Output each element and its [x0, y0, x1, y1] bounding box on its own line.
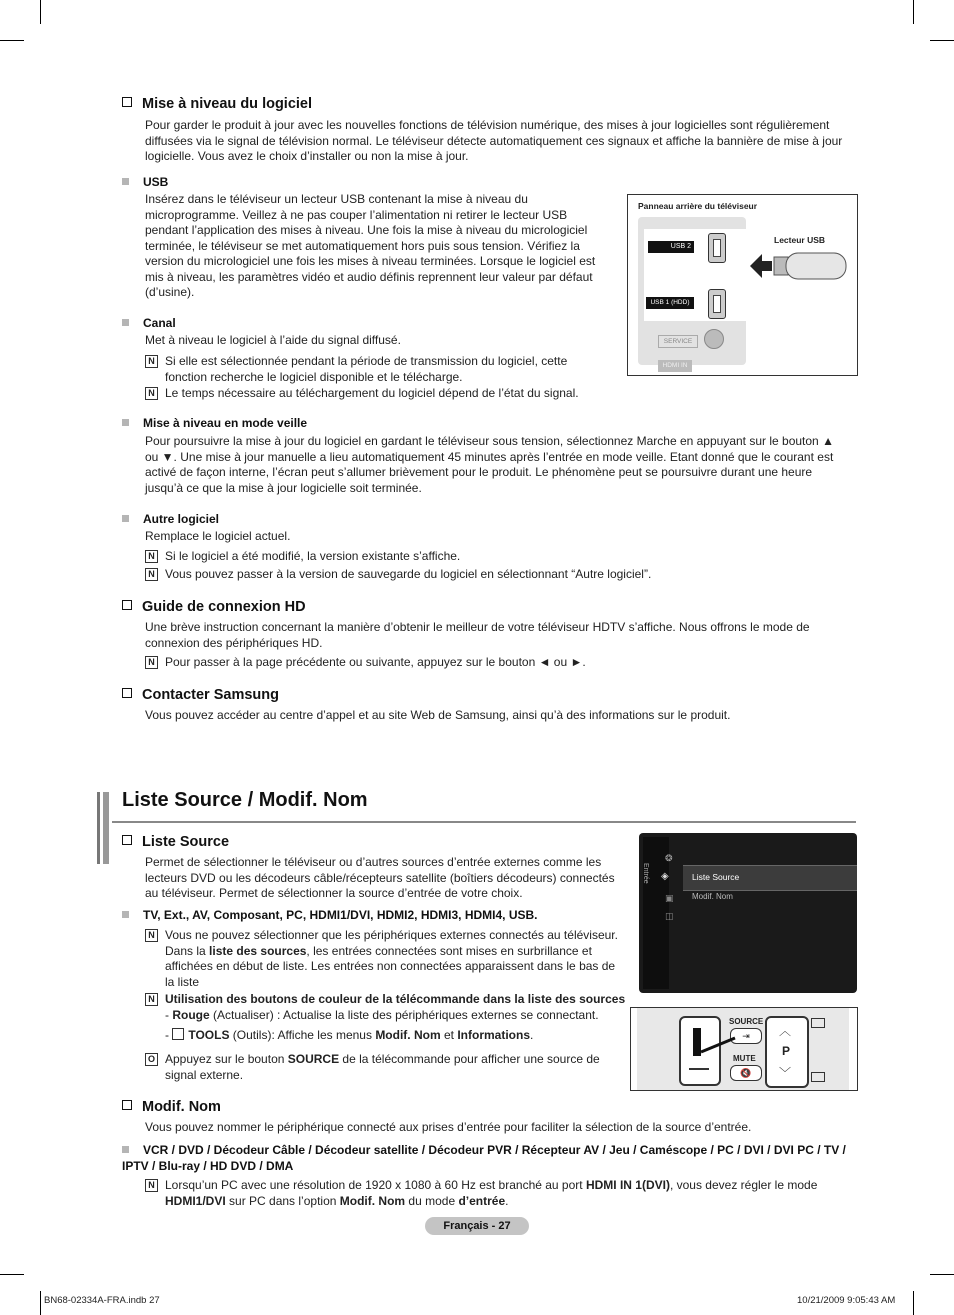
usb-title: USB — [122, 175, 168, 189]
note-icon: N — [145, 568, 158, 581]
modif-nom-body: Vous pouvez nommer le périphérique connecté aux prises d’entrée pour faciliter la sélection de la source d’entrée. — [145, 1120, 752, 1134]
osd-item-selected: Liste Source — [683, 865, 857, 891]
remote-source-label: SOURCE — [729, 1017, 764, 1026]
usb-drive-label: Lecteur USB — [774, 235, 826, 245]
service-port-icon — [704, 329, 724, 349]
usb1-port-icon — [708, 289, 726, 319]
title-bar-decoration — [103, 792, 109, 864]
note-icon: N — [145, 387, 158, 400]
note-icon: N — [145, 1179, 158, 1192]
contacter-body: Vous pouvez accéder au centre d’appel et au site Web de Samsung, ainsi qu’à des informations sur le produit. — [145, 708, 731, 722]
port-usb2-label: USB 2 — [648, 241, 694, 253]
liste-source-body: Permet de sélectionner le téléviseur ou d’autres sources d’entrée externes comme les lecteurs DVD ou les décodeurs câble/récepteurs satellite (boîtiers décodeurs) connectés au téléviseur. Permet de sélectionner la source d’entrée de votre choix. — [145, 855, 615, 900]
canal-note-2: N Le temps nécessaire au téléchargement du logiciel dépend de l’état du signal. — [145, 386, 625, 402]
main-title: Liste Source / Modif. Nom — [122, 789, 368, 811]
canal-note-1: N Si elle est sélectionnée pendant la période de transmission du logiciel, cette fonction recherche le logiciel disponible et le télécharge. — [145, 354, 605, 385]
title-bar-decoration — [97, 792, 100, 864]
autre-note-2: N Vous pouvez passer à la version de sauvegarde du logiciel en sélectionnant “Autre logiciel”. — [145, 567, 785, 583]
canal-title: Canal — [122, 316, 176, 330]
canal-body: Met à niveau le logiciel à l’aide du signal diffusé. — [145, 333, 401, 347]
note-icon: N — [145, 929, 158, 942]
source-button-icon: ⇥ — [730, 1028, 762, 1044]
note-icon: N — [145, 993, 158, 1006]
tv-back-panel-illustration — [627, 194, 858, 376]
usb-body: Insérez dans le téléviseur un lecteur USB contenant la mise à niveau du microprogramme. Veillez à ne pas couper l’alimentation ni retirer le lecteur USB pendant l’application des mises à niveau. Une fois la mise à niveau du micrologiciel terminée, le téléviseur se met automatiquement hors puis sous tension. Vérifiez la version du micrologiciel une fois les mises à niveau terminées. Lorsque le logiciel est mis à niveau, les paramètres vidéo et audio définis reprennent leur valeur par défaut (d’usine). — [145, 192, 596, 299]
liste-source-note-2: N Utilisation des boutons de couleur de la télécommande dans la liste des sources — [145, 992, 635, 1008]
autre-title: Autre logiciel — [122, 512, 219, 526]
osd-side-label: Entrée — [642, 863, 649, 884]
osd-menu-screenshot — [639, 833, 857, 993]
note-icon: N — [145, 355, 158, 368]
autre-note-1: N Si le logiciel a été modifié, la version existante s’affiche. — [145, 549, 765, 565]
osd-picture-icon: ❂ — [665, 853, 673, 863]
mute-button-icon: 🔇 — [730, 1065, 762, 1081]
section-title-contacter: Contacter Samsung — [122, 687, 279, 703]
info-button-icon — [811, 1072, 825, 1082]
rouge-line: - Rouge (Actualiser) : Actualise la liste des périphériques externes se connectant. — [165, 1008, 599, 1022]
autre-body: Remplace le logiciel actuel. — [145, 529, 291, 543]
veille-title: Mise à niveau en mode veille — [122, 416, 307, 430]
section-title-liste-source: Liste Source — [122, 834, 229, 850]
imprint-date: 10/21/2009 9:05:43 AM — [797, 1295, 896, 1306]
remote-mute-label: MUTE — [733, 1054, 756, 1063]
page-number-badge: Français - 27 — [425, 1217, 529, 1235]
modif-nom-note-1: N Lorsqu’un PC avec une résolution de 1920 x 1080 à 60 Hz est branché au port HDMI IN 1(DVI), vous devez régler le mode HDMI1/DVI sur PC dans l’option Modif. Nom du mode d’entrée. — [145, 1178, 835, 1209]
usb2-port-icon — [708, 233, 726, 263]
liste-source-sources: TV, Ext., AV, Composant, PC, HDMI1/DVI, HDMI2, HDMI3, HDMI4, USB. — [122, 908, 538, 922]
veille-body: Pour poursuivre la mise à jour du logiciel en gardant le téléviseur sous tension, sélectionnez Marche en appuyant sur le bouton ▲ ou ▼. Une mise à jour manuelle a lieu automatiquement 45 minutes après l’entrée en mode veille. Etant donné que le courant est activé de façon interne, l’écran peut s’allumer brièvement pour le produit. Le phénomène peut se poursuivre durant une heure jusqu’à ce que la mise à jour logicielle soit terminée. — [145, 434, 834, 495]
imprint-file: BN68-02334A-FRA.indb 27 — [44, 1295, 160, 1306]
osd-setup-icon: ▣ — [665, 893, 674, 903]
port-hdmi-label: HDMI IN — [658, 360, 692, 372]
liste-source-note-1: N Vous ne pouvez sélectionner que les périphériques externes connectés au téléviseur. Dans la liste des sources, les entrées connectées sont mises en surbrillance et affichées en début de liste. Les entrées non connectées apparaissent dans le bas de la liste — [145, 928, 625, 990]
title-underline — [112, 821, 856, 823]
section-title-guide: Guide de connexion HD — [122, 599, 306, 615]
osd-support-icon: ◫ — [665, 911, 674, 921]
note-icon: N — [145, 550, 158, 563]
port-usb1-label: USB 1 (HDD) — [646, 297, 694, 309]
remote-p-label: P — [782, 1044, 791, 1058]
guide-note-1: N Pour passer à la page précédente ou suivante, appuyez sur le bouton ◄ ou ►. — [145, 655, 765, 671]
osd-item-other: Modif. Nom — [692, 892, 733, 901]
remote-note-icon: O — [145, 1053, 158, 1066]
tv-panel-caption: Panneau arrière du téléviseur — [638, 201, 758, 211]
usb-drive-icon — [750, 247, 850, 285]
pointer-hand-icon — [691, 1026, 741, 1066]
tv-panel-body — [638, 217, 746, 369]
tools-icon — [172, 1028, 184, 1040]
guide-body: Une brève instruction concernant la manière d’obtenir le meilleur de votre téléviseur HDTV s’affiche. Nous offrons le mode de connexion des périphériques HD. — [145, 620, 810, 650]
mise-a-niveau-intro: Pour garder le produit à jour avec les nouvelles fonctions de télévision numérique, des mises à jour logicielles sont régulièrement diffusées via le signal de télévision normal. Le téléviseur détecte automatiquement ces signaux et affiche la bannière de mise à jour logicielle. Vous avez le choix d’installer ou non la mise à jour. — [145, 118, 843, 163]
remote-illustration — [630, 1007, 858, 1091]
osd-input-icon: ◈ — [661, 871, 669, 882]
liste-source-note-3: O Appuyez sur le bouton SOURCE de la télécommande pour afficher une source de signal externe. — [145, 1052, 625, 1083]
channel-rocker: ︿ P ﹀ — [765, 1016, 809, 1088]
section-title-mise-a-niveau: Mise à niveau du logiciel — [122, 96, 312, 112]
subtitle-button-icon — [811, 1018, 825, 1028]
modif-nom-devices: VCR / DVD / Décodeur Câble / Décodeur satellite / Décodeur PVR / Récepteur AV / Jeu / Caméscope / PC / DVI / DVI PC / TV / IPTV / Blu-ray / HD DVD / DMA — [122, 1143, 846, 1173]
tools-line: - TOOLS (Outils): Affiche les menus Modif. Nom et Informations. — [165, 1028, 534, 1042]
port-service-label: SERVICE — [658, 335, 698, 348]
note-icon: N — [145, 656, 158, 669]
section-title-modif-nom: Modif. Nom — [122, 1099, 221, 1115]
